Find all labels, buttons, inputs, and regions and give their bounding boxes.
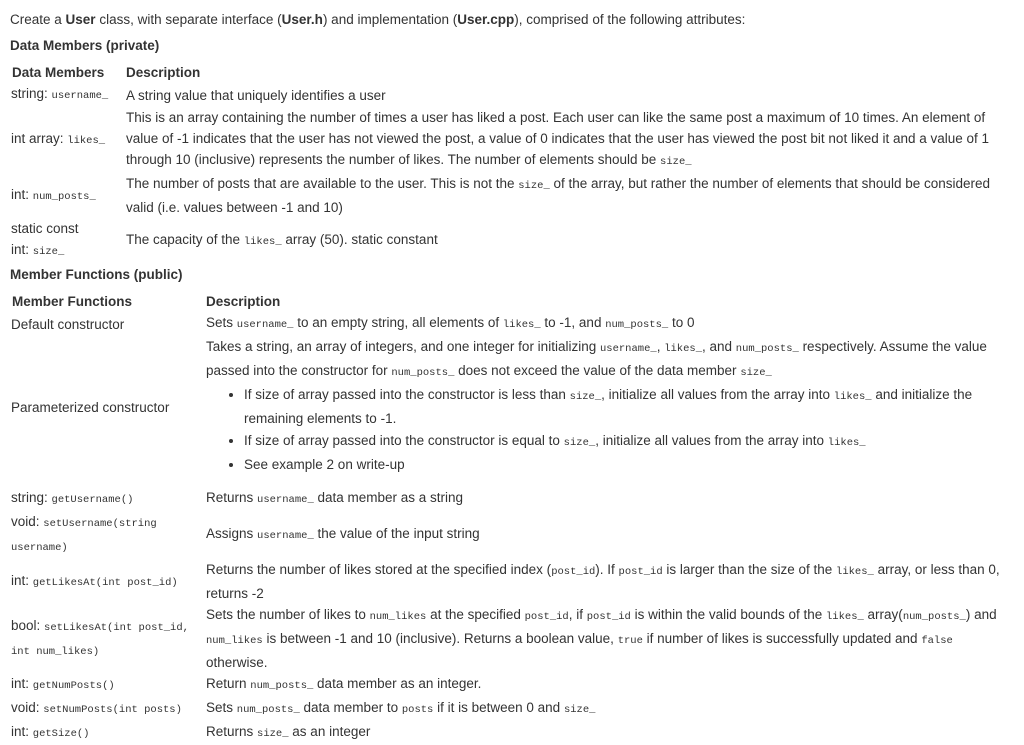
table-row: Default constructor Sets username_ to an empty string, all elements of likes_ to -1, and num_posts_ to 0 (10, 312, 1014, 336)
table-row: int: num_posts_ The number of posts that are available to the user. This is not the size_ of the array, but rather the number of elements that should be considered valid (i.e. values between -1 and 10) (10, 173, 1014, 218)
row-description: Sets the number of likes to num_likes at the specified post_id, if post_id is within the valid bounds of the likes_ array(num_posts_) and num_likes is between -1 and 10 (inclusive). Returns a boolean value, true if number of likes is successfully updated and false otherwise. (206, 607, 997, 670)
cpp-filename: User.cpp (457, 12, 515, 27)
column-header-member-functions: Member Functions (12, 294, 133, 309)
row-description: Sets num_posts_ data member to posts if it is between 0 and size_ (206, 700, 596, 716)
row-description: Sets username_ to an empty string, all elements of likes_ to -1, and num_posts_ to 0 (206, 315, 695, 331)
header-filename: User.h (281, 12, 323, 27)
table-header-row (10, 62, 1014, 83)
list-item: • If size of array passed into the constructor is equal to size_, initialize all values from the array into likes_ (244, 430, 1012, 454)
member-functions-heading: Member Functions (public) (10, 267, 183, 282)
table-row: void: setNumPosts(int posts) Sets num_posts_ data member to posts if it is between 0 and size_ (10, 697, 1014, 721)
row-description: Takes a string, an array of integers, and one integer for initializing username_, likes_, and num_posts_ respectively. Assume the value passed into the constructor for num_posts_ does not exceed the value of the data member size_ • If size of array passed into the constructor is less than size_, initialize all values from the array into likes_ and initialize the remaining elements to -1. • If size of array passed into the constructor is equal to size_, initialize all values from the array into likes_ • See example 2 on write-up (204, 336, 1014, 479)
row-description: Return num_posts_ data member as an integer. (206, 676, 482, 692)
table-row: int: getSize() Returns size_ as an integer (10, 721, 1014, 745)
table-row: int: getLikesAt(int post_id) Returns the number of likes stored at the specified index (post_id). If post_id is larger than the size of the likes_ array, or less than 0, returns -2 (10, 559, 1014, 604)
bullet-list (206, 384, 1012, 476)
table-header-row (10, 291, 1014, 312)
table-row: int: getNumPosts() Return num_posts_ data member as an integer. (10, 673, 1014, 697)
table-row: static const int: size_ The capacity of the likes_ array (50). static constant (10, 218, 1014, 263)
row-description: This is an array containing the number of times a user has liked a post. Each user can like the same post a maximum of 10 times. An element of value of -1 indicates that the user has not viewed the post, a value of 0 indicates that the user has viewed the post bit not liked it and a value of 1 through 10 (inclusive) represents the number of likes. The number of elements should be size_ (126, 110, 990, 168)
row-description: Assigns username_ the value of the input string (206, 526, 480, 542)
row-description: The number of posts that are available to the user. This is not the size_ of the array, but rather the number of elements that should be considered valid (i.e. values between -1 and 10) (126, 176, 991, 215)
data-members-table (10, 62, 1014, 263)
column-header-description: Description (206, 294, 281, 309)
row-description: Returns the number of likes stored at the specified index (post_id). If post_id is larger than the size of the likes_ array, or less than 0, returns -2 (206, 562, 1000, 601)
row-description: The capacity of the likes_ array (50). static constant (126, 231, 438, 248)
row-description: Returns size_ as an integer (206, 724, 371, 740)
table-row: Parameterized constructor Takes a string, an array of integers, and one integer for initializing username_, likes_, and num_posts_ respectively. Assume the value passed into the constructor for num_posts_ does not exceed the value of the data member size_ • If size of array passed into the constructor is less than size_, initialize all values from the array into likes_ and initialize the remaining elements to -1. • If size of array passed into the constructor is equal to size_, initialize all values from the array into likes_ • See example 2 on write-up (10, 336, 1014, 479)
member-functions-table (10, 291, 1014, 745)
table-row: void: setUsername(string username) Assigns username_ the value of the input string (10, 511, 1014, 559)
table-row: string: getUsername() Returns username_ data member as a string (10, 479, 1014, 511)
list-item: • If size of array passed into the constructor is less than size_, initialize all values from the array into likes_ and initialize the remaining elements to -1. (244, 384, 1012, 430)
intro-text: Create a User class, with separate interface (User.h) and implementation (User.cpp), comprised of the following attributes: (10, 12, 746, 27)
table-row: int array: likes_ This is an array containing the number of times a user has liked a post. Each user can like the same post a maximum of 10 times. An element of value of -1 indicates that the user has not viewed the post, a value of 0 indicates that the user has viewed the post bit not liked it and a value of 1 through 10 (inclusive) represents the number of likes. The number of elements should be size_ (10, 107, 1014, 173)
table-row: bool: setLikesAt(int post_id, int num_likes) Sets the number of likes to num_likes at the specified post_id, if post_id is within the valid bounds of the likes_ array(num_posts_) and num_likes is between -1 and 10 (inclusive). Returns a boolean value, true if number of likes is successfully updated and false otherwise. (10, 604, 1014, 673)
column-header-data-members: Data Members (12, 65, 105, 80)
list-item: • See example 2 on write-up (244, 454, 1012, 476)
column-header-description: Description (126, 65, 201, 80)
data-members-heading: Data Members (private) (10, 38, 160, 53)
row-description: A string value that uniquely identifies a user (126, 87, 386, 103)
row-description: Returns username_ data member as a string (206, 490, 464, 506)
class-name: User (65, 12, 96, 27)
table-row: string: username_ A string value that uniquely identifies a user (10, 83, 1014, 107)
